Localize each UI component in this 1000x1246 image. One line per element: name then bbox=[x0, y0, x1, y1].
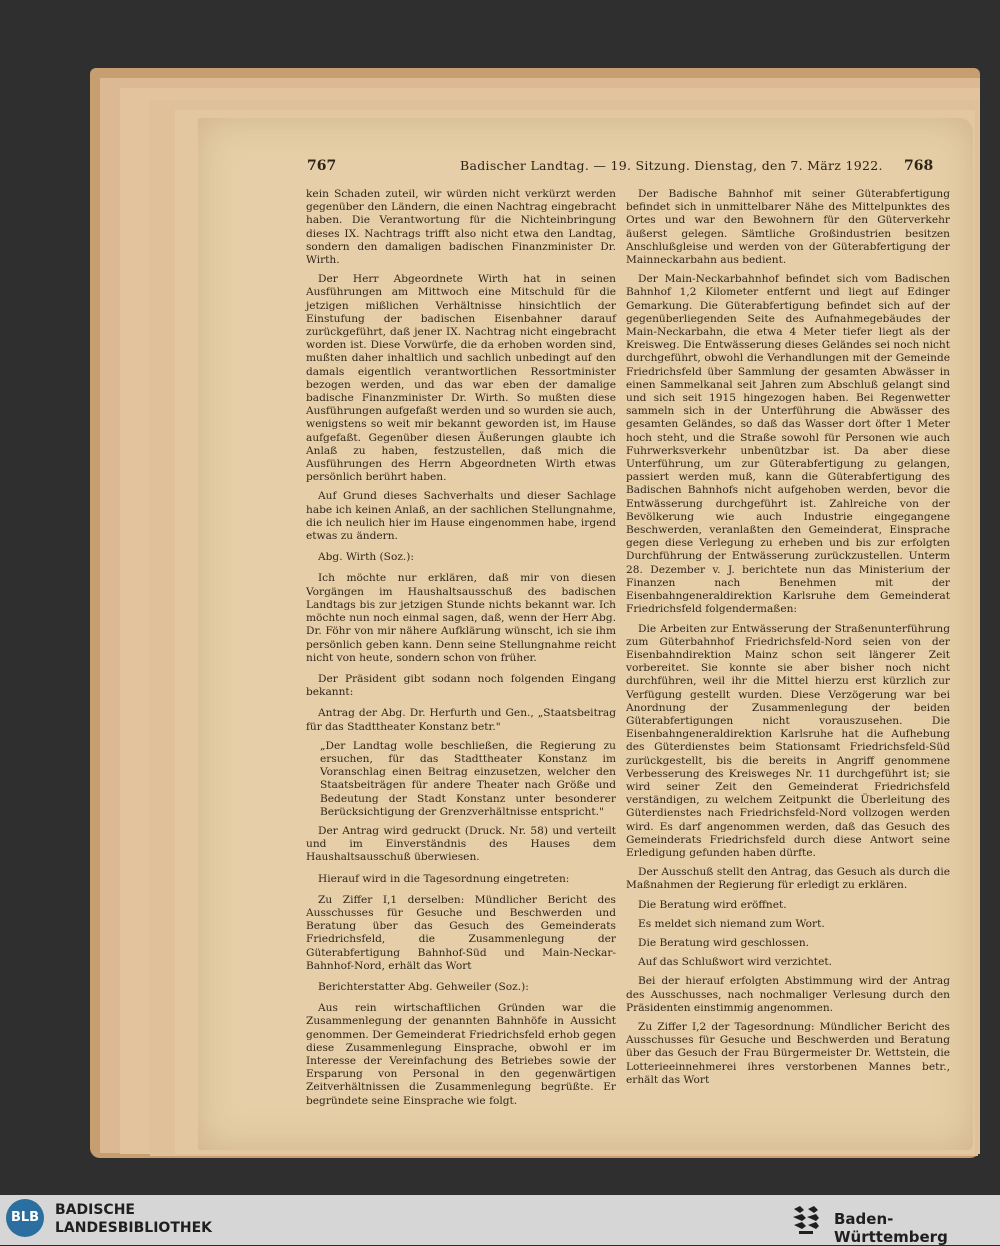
right-paragraph-8: Auf das Schlußwort wird verzichtet. bbox=[638, 956, 832, 969]
blb-logo-icon[interactable]: BLB bbox=[6, 1199, 44, 1237]
right-paragraph-6: Es meldet sich niemand zum Wort. bbox=[638, 917, 825, 930]
library-name-line2[interactable]: LANDESBIBLIOTHEK bbox=[55, 1220, 213, 1236]
right-paragraph-5: Die Beratung wird eröffnet. bbox=[638, 898, 787, 911]
right-paragraph-9: Bei der hierauf erfolgten Abstimmung wird der Antrag des Ausschusses, nach nochmaliger Verlesung durch den Präsidenten einstimmig angenommen. bbox=[626, 975, 950, 1014]
right-paragraph-4: Der Ausschuß stellt den Antrag, das Gesuch als durch die Maßnahmen der Regierung für erledigt zu erklären. bbox=[626, 866, 950, 892]
left-paragraph-8: Der Antrag wird gedruckt (Druck. Nr. 58) und verteilt und im Einverständnis des Hauses dem Haushaltsausschuß überwiesen. bbox=[306, 824, 616, 864]
library-name-line1[interactable]: BADISCHE bbox=[55, 1202, 135, 1218]
right-paragraph-10: Zu Ziffer I,2 der Tagesordnung: Mündlicher Bericht des Ausschusses für Gesuche und Beschwerden und Beratung über das Gesuch der Frau Bürgermeister Dr. Wettstein, die Lotterieeinnehmerei ihres verstorbenen Mannes betr., erhält das Wort bbox=[626, 1020, 950, 1086]
left-quote: „Der Landtag wolle beschließen, die Regierung zu ersuchen, für das Stadttheater Konstanz im Voranschlag einen Beitrag einzusetzen, welcher den Staatsbeiträgen für andere Theater nach Größe und Bedeutung der Stadt Konstanz unter besonderer Berücksichtigung der Grenzverhältnisse entspricht." bbox=[320, 739, 616, 818]
left-paragraph-5: Der Präsident gibt sodann noch folgenden Eingang bekannt: bbox=[306, 672, 616, 699]
left-paragraph-9: Hierauf wird in die Tagesordnung eingetreten: bbox=[318, 872, 570, 885]
left-paragraph-3: Auf Grund dieses Sachverhalts und dieser Sachlage habe ich keinen Anlaß, an der sachlichen Stellungnahme, die ich neulich hier im Hause eingenommen habe, irgend etwas zu ändern. bbox=[306, 490, 616, 543]
right-paragraph-3: Die Arbeiten zur Entwässerung der Straßenunterführung zum Güterbahnhof Friedrichsfeld-Nord seien von der Eisenbahndirektion Mainz schon seit längerer Zeit vorbereitet. Sie konnte sie aber bisher noch nicht durchführen, weil ihr die Mittel hierzu erst kürzlich zur Verfügung gestellt wurden. Diese Verzögerung war bei Anordnung der Zusammenlegung der beiden Güterabfertigungen nicht vorauszusehen. Die Eisenbahngeneraldirektion Karlsruhe hat die Aufhebung des Güterdienstes beim Stationsamt Friedrichsfeld-Süd zurückgestellt, bis die bereits in Angriff genommene Verbesserung des Kreisweges Nr. 11 durchgeführt ist; sie wird seiner Zeit den Gemeinderat Friedrichsfeld verständigen, zu welchem Zeitpunkt die Überleitung des Güterdienstes nach Friedrichsfeld-Nord vollzogen werden wird. Es darf angenommen werden, daß das Gesuch des Gemeinderats Friedrichsfeld durch diese Antwort seine Erledigung gefunden haben dürfte. bbox=[626, 622, 950, 859]
left-column bbox=[306, 188, 616, 1114]
left-paragraph-10: Zu Ziffer I,1 derselben: Mündlicher Bericht des Ausschusses für Gesuche und Beschwerden und Beratung über das Gesuch des Gemeinderats Friedrichsfeld, die Zusammenlegung der Güterabfertigung Bahnhof-Süd und Main-Neckar-Bahnhof-Nord, erhält das Wort bbox=[306, 893, 616, 972]
right-column bbox=[626, 188, 950, 1093]
footer-banner bbox=[0, 1195, 1000, 1245]
left-paragraph-4: Ich möchte nur erklären, daß mir von diesen Vorgängen im Haushaltsausschuß des badischen Landtags bis zur jetzigen Stunde nichts bekannt war. Ich möchte nun noch einmal sagen, daß, wenn der Herr Abg. Dr. Föhr von mir nähere Aufklärung wünscht, ich sie ihm persönlich geben kann. Denn seine Stellungnahme reicht nicht von heute, sondern schon von früher. bbox=[306, 572, 616, 664]
speaker-wirth: Abg. Wirth (Soz.): bbox=[318, 551, 414, 564]
left-paragraph-1: kein Schaden zuteil, wir würden nicht verkürzt werden gegenüber den Ländern, die einen Nachtrag eingebracht haben. Die Verantwortung für die Nichteinbringung dieses IX. Nachtrags trifft also nicht etwa den Landtag, sondern den damaligen badischen Finanzminister Dr. Wirth. bbox=[306, 188, 616, 267]
right-paragraph-1: Der Badische Bahnhof mit seiner Güterabfertigung befindet sich in unmittelbarer Nähe des Mittelpunktes des Ortes und war den Bewohnern für den Güterverkehr äußerst gelegen. Sämtliche Großindustrien besitzen Anschlußgleise und werden von der Güterabfertigung der Mainneckarbahn aus bedient. bbox=[626, 188, 950, 267]
page-number-right: 768 bbox=[904, 158, 934, 174]
left-paragraph-6: Antrag der Abg. Dr. Herfurth und Gen., „Staatsbeitrag für das Stadttheater Konstanz betr." bbox=[306, 707, 616, 733]
running-title: Badischer Landtag. — 19. Sitzung. Dienstag, den 7. März 1922. bbox=[460, 158, 883, 173]
speaker-gehweiler: Berichterstatter Abg. Gehweiler (Soz.): bbox=[318, 980, 529, 993]
baden-wuerttemberg-crest-icon[interactable] bbox=[790, 1203, 822, 1237]
page-number-left: 767 bbox=[307, 158, 337, 174]
left-paragraph-11: Aus rein wirtschaftlichen Gründen war die Zusammenlegung der genannten Bahnhöfe in Aussicht genommen. Der Gemeinderat Friedrichsfeld erhob gegen diese Zusammenlegung Einsprache, obwohl er im Interesse der Vereinfachung des Betriebes sowie der Ersparung von Personal in den gegenwärtigen Zeitverhältnissen die Zusammenlegung begrüßte. Er begründete seine Einsprache wie folgt. bbox=[306, 1002, 616, 1107]
state-label[interactable]: Baden-Württemberg bbox=[834, 1210, 948, 1246]
right-paragraph-2: Der Main-Neckarbahnhof befindet sich vom Badischen Bahnhof 1,2 Kilometer entfernt und liegt auf Edinger Gemarkung. Die Güterabfertigung befindet sich auf der gegenüberliegenden Seite des Aufnahmegebäudes der Main-Neckarbahn, die etwa 4 Meter tiefer liegt als der Kreisweg. Die Entwässerung dieses Geländes sei noch nicht durchgeführt, obwohl die Verhandlungen mit der Gemeinde Friedrichsfeld über Sammlung der gesamten Abwässer in einen Sammelkanal seit Jahren zum Abschluß gelangt sind und sich seit 1915 hingezogen haben. Bei Regenwetter sammeln sich in der Unterführung die Abwässer des gesamten Geländes, so daß das Wasser dort öfter 1 Meter hoch steht, und die Straße sowohl für Personen wie auch Fuhrwerksverkehr unbenützbar ist. Da aber diese Unterführung, um zur Güterabfertigung zu gelangen, passiert werden muß, kann die Güterabfertigung des Badischen Bahnhofs nicht aufgehoben werden, bevor die Entwässerung durchgeführt ist. Zahlreiche von der Bevölkerung wie auch Industrie eingegangene Beschwerden, veranlaßten den Gemeinderat, Einsprache gegen diese Verlegung zu erheben und bis zur erfolgten Durchführung der Entwässerung zurückzustellen. Unterm 28. Dezember v. J. berichtete nun das Ministerium der Finanzen nach Benehmen mit der Eisenbahngeneraldirektion Karlsruhe dem Gemeinderat Friedrichsfeld folgendermaßen: bbox=[626, 273, 950, 616]
left-paragraph-2: Der Herr Abgeordnete Wirth hat in seinen Ausführungen am Mittwoch eine Mitschuld für die jetzigen mißlichen Verhältnisse hinsichtlich der Einstufung der badischen Eisenbahner darauf zurückgeführt, daß jener IX. Nachtrag nicht eingebracht worden ist. Diese Vorwürfe, die da erhoben worden sind, mußten daher inhaltlich und sachlich unbedingt auf den damals eigentlich verantwortlichen Ressortminister bezogen werden, und das war eben der damalige badische Finanzminister Dr. Wirth. So mußten diese Ausführungen aufgefaßt werden und so wurden sie auch, wenigstens so weit mir bekannt geworden ist, im Hause aufgefaßt. Gegenüber diesen Äußerungen glaubte ich Anlaß zu haben, festzustellen, daß mich die Ausführungen des Herrn Abgeordneten Wirth etwas persönlich berührt haben. bbox=[306, 273, 616, 484]
right-paragraph-7: Die Beratung wird geschlossen. bbox=[638, 936, 810, 949]
